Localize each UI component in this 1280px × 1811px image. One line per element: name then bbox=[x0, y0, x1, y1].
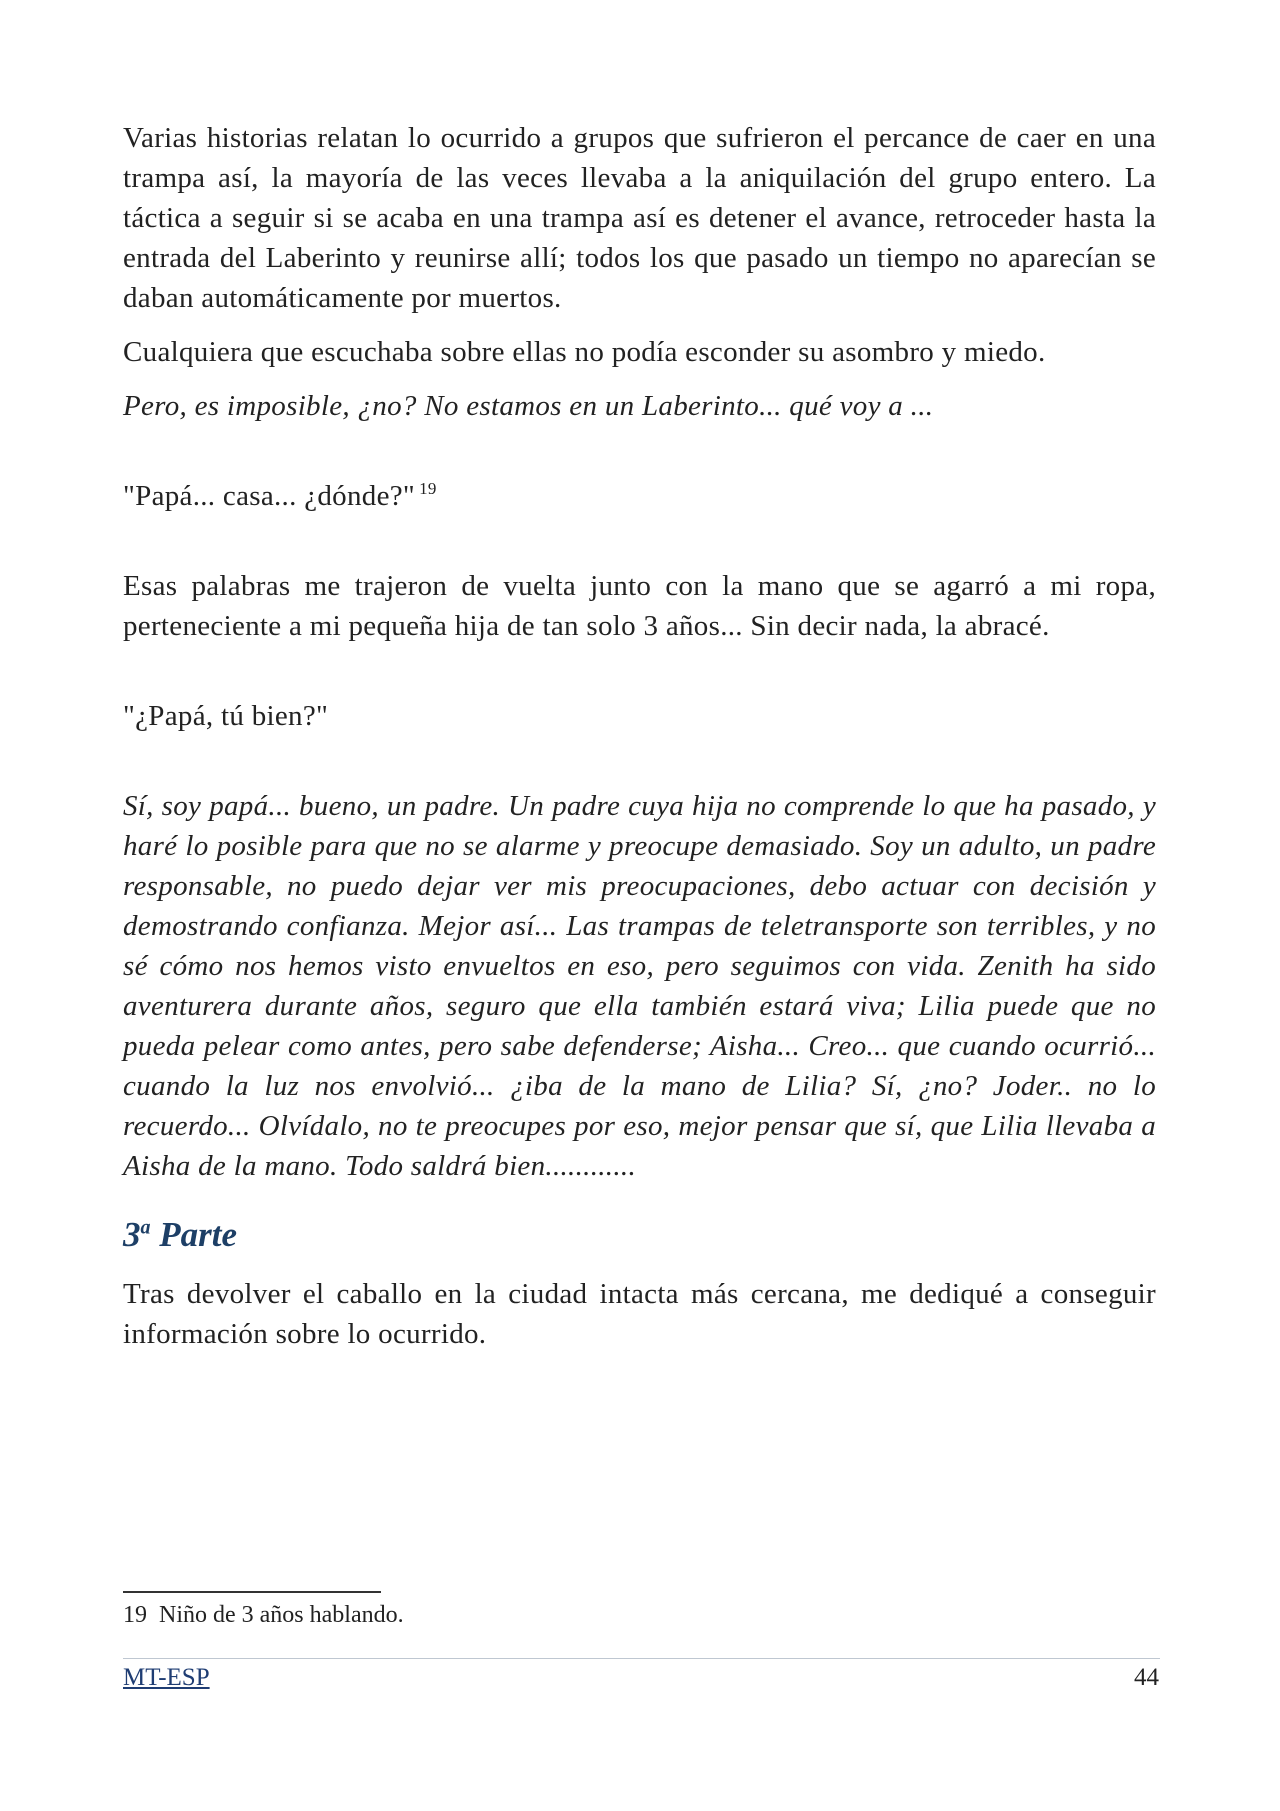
section-heading bbox=[123, 1210, 1156, 1260]
heading-word: Parte bbox=[159, 1215, 238, 1254]
footnote-number: 19 bbox=[123, 1602, 147, 1628]
heading-ordinal: a bbox=[140, 1216, 151, 1239]
paragraph-fear: Cualquiera que escuchaba sobre ellas no podía esconder su asombro y miedo. bbox=[123, 336, 1046, 368]
footer-divider bbox=[123, 1658, 1160, 1659]
page-number: 44 bbox=[1134, 1664, 1159, 1691]
paragraph-father-monologue: Sí, soy papá... bueno, un padre. Un padre cuya hija no comprende lo que ha pasado, y haré lo posible para que no se alarme y preocupe demasiado. Soy un adulto, un padre responsable, no puedo dejar ver mis preocupaciones, debo actuar con decisión y demostrando confianza. Mejor así... Las trampas de teletransporte son terribles, y no sé cómo nos hemos visto envueltos en eso, pero seguimos con vida. Zenith ha sido aventurera durante años, seguro que ella también estará viva; Lilia puede que no pueda pelear como antes, pero sabe defenderse; Aisha... Creo... que cuando ocurrió... cuando la luz nos envolvió... ¿iba de la mano de Lilia? Sí, ¿no? Joder.. no lo recuerdo... Olvídalo, no te preocupes por eso, mejor pensar que sí, que Lilia llevaba a Aisha de la mano. Todo saldrá bien............ bbox=[123, 790, 1156, 1182]
footnote-divider bbox=[123, 1591, 381, 1593]
paragraph-papa-ok: "¿Papá, tú bien?" bbox=[123, 700, 329, 732]
footnote-text: Niño de 3 años hablando. bbox=[159, 1602, 404, 1628]
paragraph-inner-thought: Pero, es imposible, ¿no? No estamos en un Laberinto... qué voy a ... bbox=[123, 390, 934, 422]
paragraph-return-horse: Tras devolver el caballo en la ciudad intacta más cercana, me dediqué a conseguir información sobre lo ocurrido. bbox=[123, 1278, 1156, 1350]
paragraph-traps-history: Varias historias relatan lo ocurrido a grupos que sufrieron el percance de caer en una trampa así, la mayoría de las veces llevaba a la aniquilación del grupo entero. La táctica a seguir si se acaba en una trampa así es detener el avance, retroceder hasta la entrada del Laberinto y reunirse allí; todos los que pasado un tiempo no aparecían se daban automáticamente por muertos. bbox=[123, 122, 1156, 314]
page-body bbox=[123, 118, 1156, 1354]
footnote bbox=[123, 1599, 404, 1631]
paragraph-hug: Esas palabras me trajeron de vuelta junto con la mano que se agarró a mi ropa, perteneciente a mi pequeña hija de tan solo 3 años... Sin decir nada, la abracé. bbox=[123, 570, 1156, 642]
footnote-reference[interactable]: 19 bbox=[419, 479, 437, 499]
heading-number: 3 bbox=[123, 1215, 141, 1254]
paragraph-daughter-question bbox=[123, 476, 1156, 516]
dialogue-text: "Papá... casa... ¿dónde?" bbox=[123, 480, 416, 512]
footer-link[interactable]: MT-ESP bbox=[123, 1664, 210, 1691]
